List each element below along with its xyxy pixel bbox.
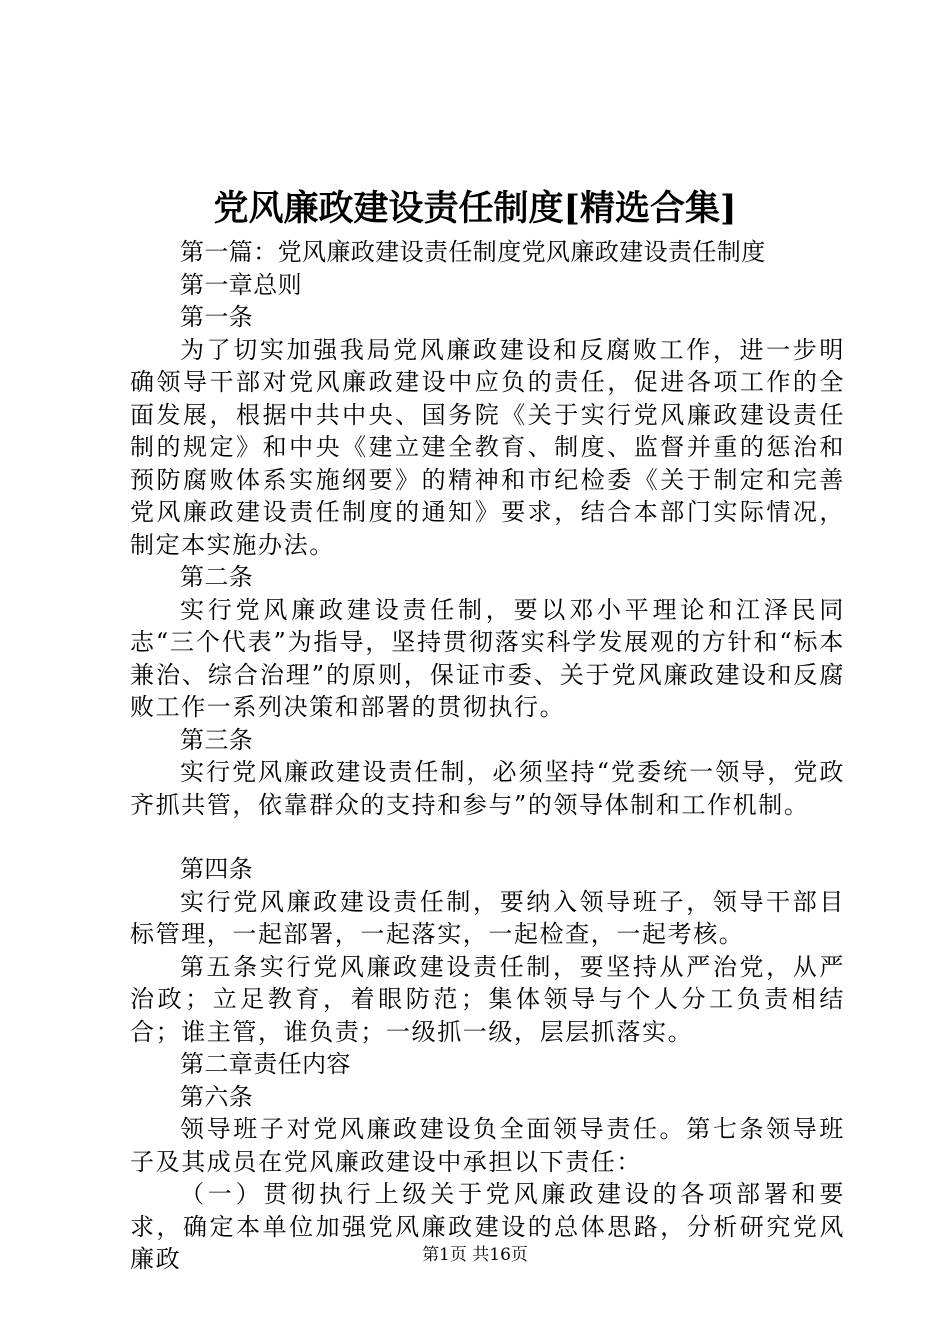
clause-1-text: （一）贯彻执行上级关于党风廉政建设的各项部署和要求，确定本单位加强党风廉政建设的总体思路，分析研究党风廉政	[130, 1180, 845, 1273]
article-heading-3: 第三条	[180, 725, 254, 754]
article-6-7-text: 领导班子对党风廉政建设负全面领导责任。第七条领导班子及其成员在党风廉政建设中承担以下责任：	[130, 1115, 845, 1176]
document-title: 党风廉政建设责任制度[精选合集]	[213, 188, 737, 229]
article-2-text: 实行党风廉政建设责任制，要以邓小平理论和江泽民同志“三个代表”为指导，坚持贯彻落实科学发展观的方针和“标本兼治、综合治理”的原则，保证市委、关于党风廉政建设和反腐败工作一系列决策和部署的贯彻执行。	[130, 595, 845, 721]
article-heading-4: 第四条	[180, 855, 254, 883]
article-1-text: 为了切实加强我局党风廉政建设和反腐败工作，进一步明确领导干部对党风廉政建设中应负的责任，促进各项工作的全面发展，根据中共中央、国务院《关于实行党风廉政建设责任制的规定》和中央《建立建全教育、制度、监督并重的惩治和预防腐败体系实施纲要》的精神和市纪检委《关于制定和完善党风廉政建设责任制度的通知》要求，结合本部门实际情况，制定本实施办法。	[130, 335, 845, 559]
article-heading-1: 第一条	[180, 303, 254, 331]
article-heading-6: 第六条	[180, 1082, 254, 1111]
page-number-footer: 第1页 共16页	[422, 1245, 528, 1265]
chapter-heading-part-one: 第一篇：党风廉政建设责任制度党风廉政建设责任制度	[180, 238, 766, 266]
article-4-text: 实行党风廉政建设责任制，要纳入领导班子，领导干部目标管理，一起部署，一起落实，一起检查，一起考核。	[130, 887, 845, 948]
chapter-heading-responsibilities: 第二章责任内容	[180, 1050, 351, 1078]
article-heading-2: 第二条	[180, 563, 254, 591]
document-body	[130, 236, 845, 1276]
article-3-text: 实行党风廉政建设责任制，必须坚持“党委统一领导，党政齐抓共管，依靠群众的支持和参与”的领导体制和工作机制。	[130, 758, 845, 819]
chapter-heading-general-provisions: 第一章总则	[180, 270, 302, 299]
article-5-text: 第五条实行党风廉政建设责任制，要坚持从严治党，从严治政；立足教育，着眼防范；集体领导与个人分工负责相结合；谁主管，谁负责；一级抓一级，层层抓落实。	[130, 952, 845, 1046]
